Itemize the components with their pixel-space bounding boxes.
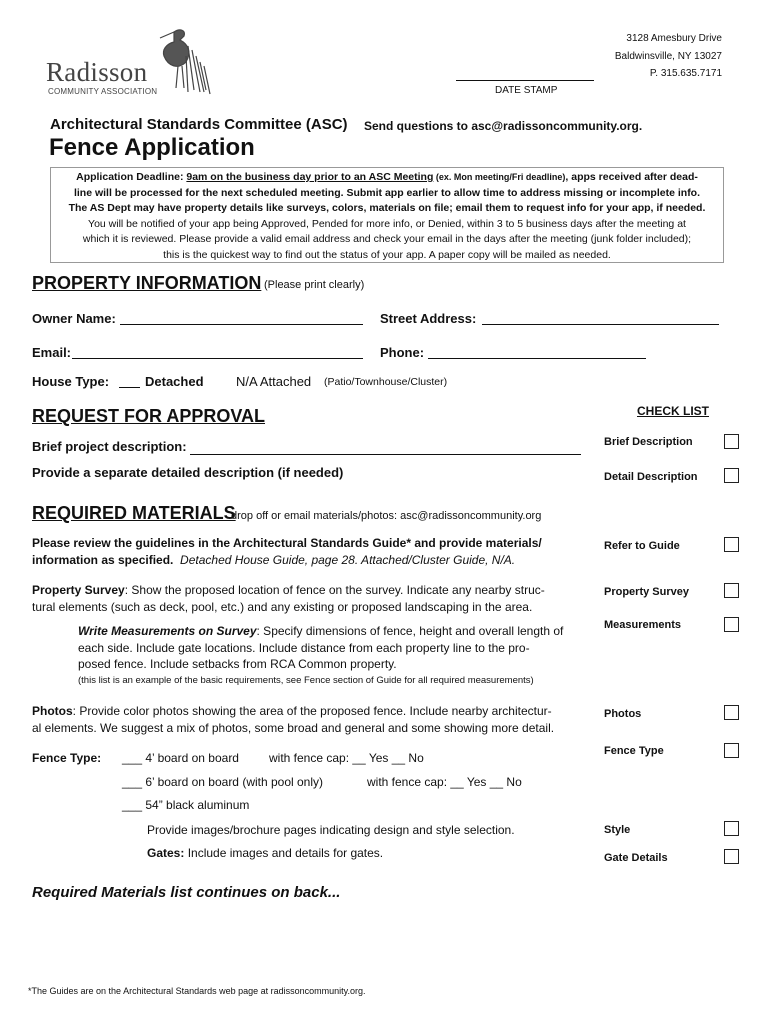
measure-note: (this list is an example of the basic requirements, see Fence section of Guide for all required measurements) xyxy=(78,674,534,686)
fence-option-6ft[interactable]: ___ 6’ board on board (with pool only) xyxy=(122,775,324,789)
address-city: Baldwinsville, NY 13027 xyxy=(614,51,722,62)
survey-line-1 xyxy=(32,582,592,599)
photos-text xyxy=(32,703,592,736)
street-address-label: Street Address: xyxy=(380,311,477,326)
checkbox-style[interactable] xyxy=(724,821,739,836)
address-phone: P. 315.635.7171 xyxy=(649,68,722,79)
survey-line-2: tural elements (such as deck, pool, etc.) and any existing or proposed landscaping in the area. xyxy=(32,599,533,614)
attached-note: (Patio/Townhouse/Cluster) xyxy=(324,376,448,388)
house-type-label: House Type: xyxy=(32,374,110,389)
checklist-heading: CHECK LIST xyxy=(637,404,709,418)
checklist-label-photos: Photos xyxy=(604,708,642,720)
continues-on-back: Required Materials list continues on back... xyxy=(32,884,341,901)
materials-heading: REQUIRED MATERIALS xyxy=(32,503,236,523)
date-stamp-label: DATE STAMP xyxy=(495,85,558,96)
logo-name: Radisson xyxy=(46,57,148,87)
review-guidelines xyxy=(32,535,592,568)
street-address-field[interactable] xyxy=(482,324,719,325)
brief-description-label: Brief project description: xyxy=(32,439,187,454)
property-survey-text xyxy=(32,582,592,615)
photos-label: Photos xyxy=(32,704,73,718)
phone-label: Phone: xyxy=(380,345,425,360)
measure-line-2: each side. Include gate locations. Include distance from each property line to the pro- xyxy=(78,640,530,655)
checkbox-measurements[interactable] xyxy=(724,617,739,632)
deadline-line-3: The AS Dept may have property details like surveys, colors, materials on file; email them to request info for your app, if needed. xyxy=(68,202,706,214)
photos-line-2: al elements. We suggest a mix of photos, some broad and general and some showing more detail. xyxy=(32,720,555,735)
info-line-2: which it is reviewed. Please provide a valid email address and check your email in the days after the meeting (junk folder included); xyxy=(82,233,692,245)
measure-line-3: posed fence. Include setbacks from RCA Common property. xyxy=(78,657,397,671)
page-title: Fence Application xyxy=(49,134,255,161)
review-line-2 xyxy=(32,552,592,569)
questions-email: Send questions to asc@radissoncommunity.org. xyxy=(364,119,643,133)
checklist-label-brief: Brief Description xyxy=(604,436,693,448)
measure-label: Write Measurements on Survey xyxy=(78,624,257,638)
checklist-label-style: Style xyxy=(604,824,631,836)
email-label: Email: xyxy=(32,345,72,360)
survey-text-1: : Show the proposed location of fence on the survey. Indicate any nearby struc- xyxy=(124,583,545,597)
owner-name-label: Owner Name: xyxy=(32,311,116,326)
checkbox-brief-description[interactable] xyxy=(724,434,739,449)
checkbox-refer-to-guide[interactable] xyxy=(724,537,739,552)
deadline-notice xyxy=(50,167,724,263)
fence-option-aluminum[interactable]: ___ 54” black aluminum xyxy=(122,798,250,812)
property-note: (Please print clearly) xyxy=(264,279,365,291)
materials-note: drop off or email materials/photos: asc@radissoncommunity.org xyxy=(231,510,542,522)
gates-text: Include images and details for gates. xyxy=(184,846,384,860)
detail-description-label: Provide a separate detailed description (if needed) xyxy=(32,465,344,480)
checklist-label-survey: Property Survey xyxy=(604,586,689,598)
address-street: 3128 Amesbury Drive xyxy=(626,33,722,44)
checkbox-fence-type[interactable] xyxy=(724,743,739,758)
review-line-1: Please review the guidelines in the Architectural Standards Guide* and provide materials/ xyxy=(32,536,542,550)
email-field[interactable] xyxy=(72,358,363,359)
footnote: *The Guides are on the Architectural Standards web page at radissoncommunity.org. xyxy=(28,986,366,996)
checklist-label-detail: Detail Description xyxy=(604,471,698,483)
checkbox-property-survey[interactable] xyxy=(724,583,739,598)
fence-option-4ft[interactable]: ___ 4’ board on board xyxy=(122,751,239,765)
brief-description-field[interactable] xyxy=(190,454,581,455)
deadline-line-2: line will be processed for the next scheduled meeting. Submit app earlier to allow time to address missing or incomplete info. xyxy=(73,186,701,199)
owner-name-field[interactable] xyxy=(120,324,363,325)
info-line-3: this is the quickest way to find out the status of your app. A paper copy will be mailed as needed. xyxy=(163,248,611,261)
gates-label: Gates: xyxy=(147,846,185,860)
checkbox-gate-details[interactable] xyxy=(724,849,739,864)
logo-subtitle: COMMUNITY ASSOCIATION xyxy=(48,87,158,96)
review-guide-pages: Detached House Guide, page 28. Attached/Cluster Guide, N/A. xyxy=(180,552,516,567)
detached-blank[interactable] xyxy=(119,387,140,388)
phone-field[interactable] xyxy=(428,358,646,359)
measure-text-1: : Specify dimensions of fence, height and overall length of xyxy=(256,624,564,638)
request-heading: REQUEST FOR APPROVAL xyxy=(32,406,266,426)
checklist-label-measurements: Measurements xyxy=(604,619,682,631)
date-stamp-line xyxy=(456,80,594,81)
deadline-label: Application Deadline: xyxy=(76,171,187,183)
photos-line-1 xyxy=(32,703,592,720)
deadline-example: (ex. Mon meeting/Fri deadline) xyxy=(433,172,566,182)
fence-option-4ft-cap[interactable]: with fence cap: __ Yes __ No xyxy=(269,751,424,765)
property-heading: PROPERTY INFORMATION xyxy=(32,273,262,293)
gates-instructions xyxy=(147,846,383,860)
measure-line-1 xyxy=(78,623,593,640)
committee-name: Architectural Standards Committee (ASC) xyxy=(50,116,348,133)
photos-text-1: : Provide color photos showing the area of the proposed fence. Include nearby architectur- xyxy=(72,704,552,718)
logo xyxy=(46,26,216,102)
fence-type-label: Fence Type: xyxy=(32,751,102,765)
detached-label: Detached xyxy=(145,374,204,389)
checkbox-detail-description[interactable] xyxy=(724,468,739,483)
checkbox-photos[interactable] xyxy=(724,705,739,720)
deadline-time: 9am on the business day prior to an ASC Meeting xyxy=(186,171,434,183)
style-instructions: Provide images/brochure pages indicating design and style selection. xyxy=(147,823,515,837)
checklist-label-guide: Refer to Guide xyxy=(604,540,680,552)
measurements-text xyxy=(78,623,593,689)
info-line-1: You will be notified of your app being Approved, Pended for more info, or Denied, within 3 to 5 business days after the meeting at xyxy=(88,217,686,230)
fence-option-6ft-cap[interactable]: with fence cap: __ Yes __ No xyxy=(367,775,522,789)
na-attached-label: N/A Attached xyxy=(236,374,312,389)
deadline-rest: , apps received after dead- xyxy=(565,171,698,183)
deadline-line-1 xyxy=(51,170,723,186)
checklist-label-gate-details: Gate Details xyxy=(604,852,668,864)
checklist-label-fence-type: Fence Type xyxy=(604,745,664,757)
review-text: information as specified. xyxy=(32,552,174,567)
survey-label: Property Survey xyxy=(32,583,125,597)
